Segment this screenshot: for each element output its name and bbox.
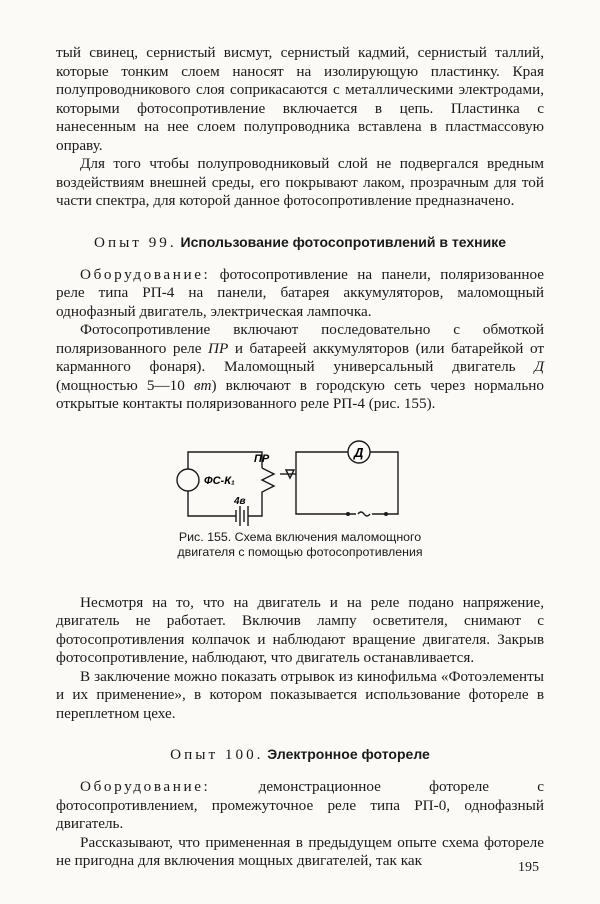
text-run: (мощностью 5—10 [56,376,194,394]
section-99-paragraph-c: В заключение можно показать отрывок из кинофильма «Фотоэлементы и их применение», в котором показывается использование фотореле в переплетном цехе. [56,667,544,722]
unit-watt: вт [193,376,212,394]
wire-bottom-right [250,494,262,516]
relay-symbol: ПР [208,339,229,357]
circuit-diagram [172,432,432,532]
text-run: и батареей аккумуляторов (или батарейкой от карманного фонаря). Маломощный универсальный двигатель [56,339,544,375]
section-99-label: Опыт 99. [93,233,177,251]
section-100-title: Электронное фотореле [267,746,430,762]
wire-right-bottom [296,474,348,514]
paragraph-1: тый свинец, сернистый висмут, сернистый кадмий, сернистый таллий, которые тонким слоем наносят на изолирующую пластинку. Края полупроводникового слоя соприкасаются с металлическими электродами, которыми фотосопротивление включается в цепь. Пластинка с нанесенным на нее слоем полупроводника вставлена в пластмассовую оправу. [56,44,544,154]
wire-right-side [370,452,398,514]
terminal-right [384,512,388,516]
section-99-equipment [56,266,544,322]
section-99-heading [56,233,544,252]
figure-155 [56,432,544,564]
equipment-label-99: Оборудование: [80,265,211,283]
paragraph-2: Для того чтобы полупроводниковый слой не подвергался вредным воздействиям внешней среды, его покрывают лаком, прозрачным для той части спектра, для которой данное фотосопротивление предназначено. [56,155,544,209]
figure-caption [56,530,544,560]
relay-coil [262,468,274,494]
photoresistor-circle [177,469,199,491]
section-99-paragraph-a [56,321,544,414]
label-fs: ФС-К₁ [204,474,235,487]
caption-line-2: двигателя с помощью фотосопротивления [177,544,423,559]
mains-plug [348,512,386,516]
section-100-equipment [56,778,544,834]
equipment-label-100: Оборудование: [80,778,211,795]
section-100-heading [56,745,544,764]
section-99-paragraph-b: Несмотря на то, что на двигатель и на реле подано напряжение, двигатель не работает. Включив лампу осветителя, снимают с фотосопротивления колпачок и наблюдают вращение двигателя. Закрыв фотосопротивление, наблюдают, что двигатель останавливается. [56,593,544,666]
text-run: Фотосопротивление включают последовательно с обмоткой поляризованного реле [56,321,544,357]
equipment-text-100: демонстрационное фотореле с фотосопротивлением, промежуточное реле типа РП-0, однофазный двигатель. [56,778,544,832]
wire-right-top [296,452,348,474]
section-100-label: Опыт 100. [170,746,264,763]
section-99-title: Использование фотосопротивлений в технике [180,233,507,250]
equipment-text-99: фотосопротивление на панели, поляризованное реле типа РП-4 на панели, батарея аккумуляторов, маломощный однофазный двигатель, электрическая лампочка. [56,265,544,320]
page-number: 195 [518,860,539,875]
label-battery: 4в [234,495,246,507]
page-body [56,44,544,871]
terminal-left [346,512,350,516]
battery-cells [234,506,250,526]
label-pr: ПР [254,452,270,465]
caption-line-1: Рис. 155. Схема включения маломощного [178,529,422,544]
motor-symbol: Д [534,358,544,375]
label-motor: Д [354,444,364,460]
section-100-paragraph-d: Рассказывают, что примененная в предыдущем опыте схема фотореле не пригодна для включения мощных двигателей, так как [56,833,544,869]
text-run: ) включают в городскую сеть через нормально открытые контакты поляризованного реле РП-4 (рис. 155). [56,376,544,412]
